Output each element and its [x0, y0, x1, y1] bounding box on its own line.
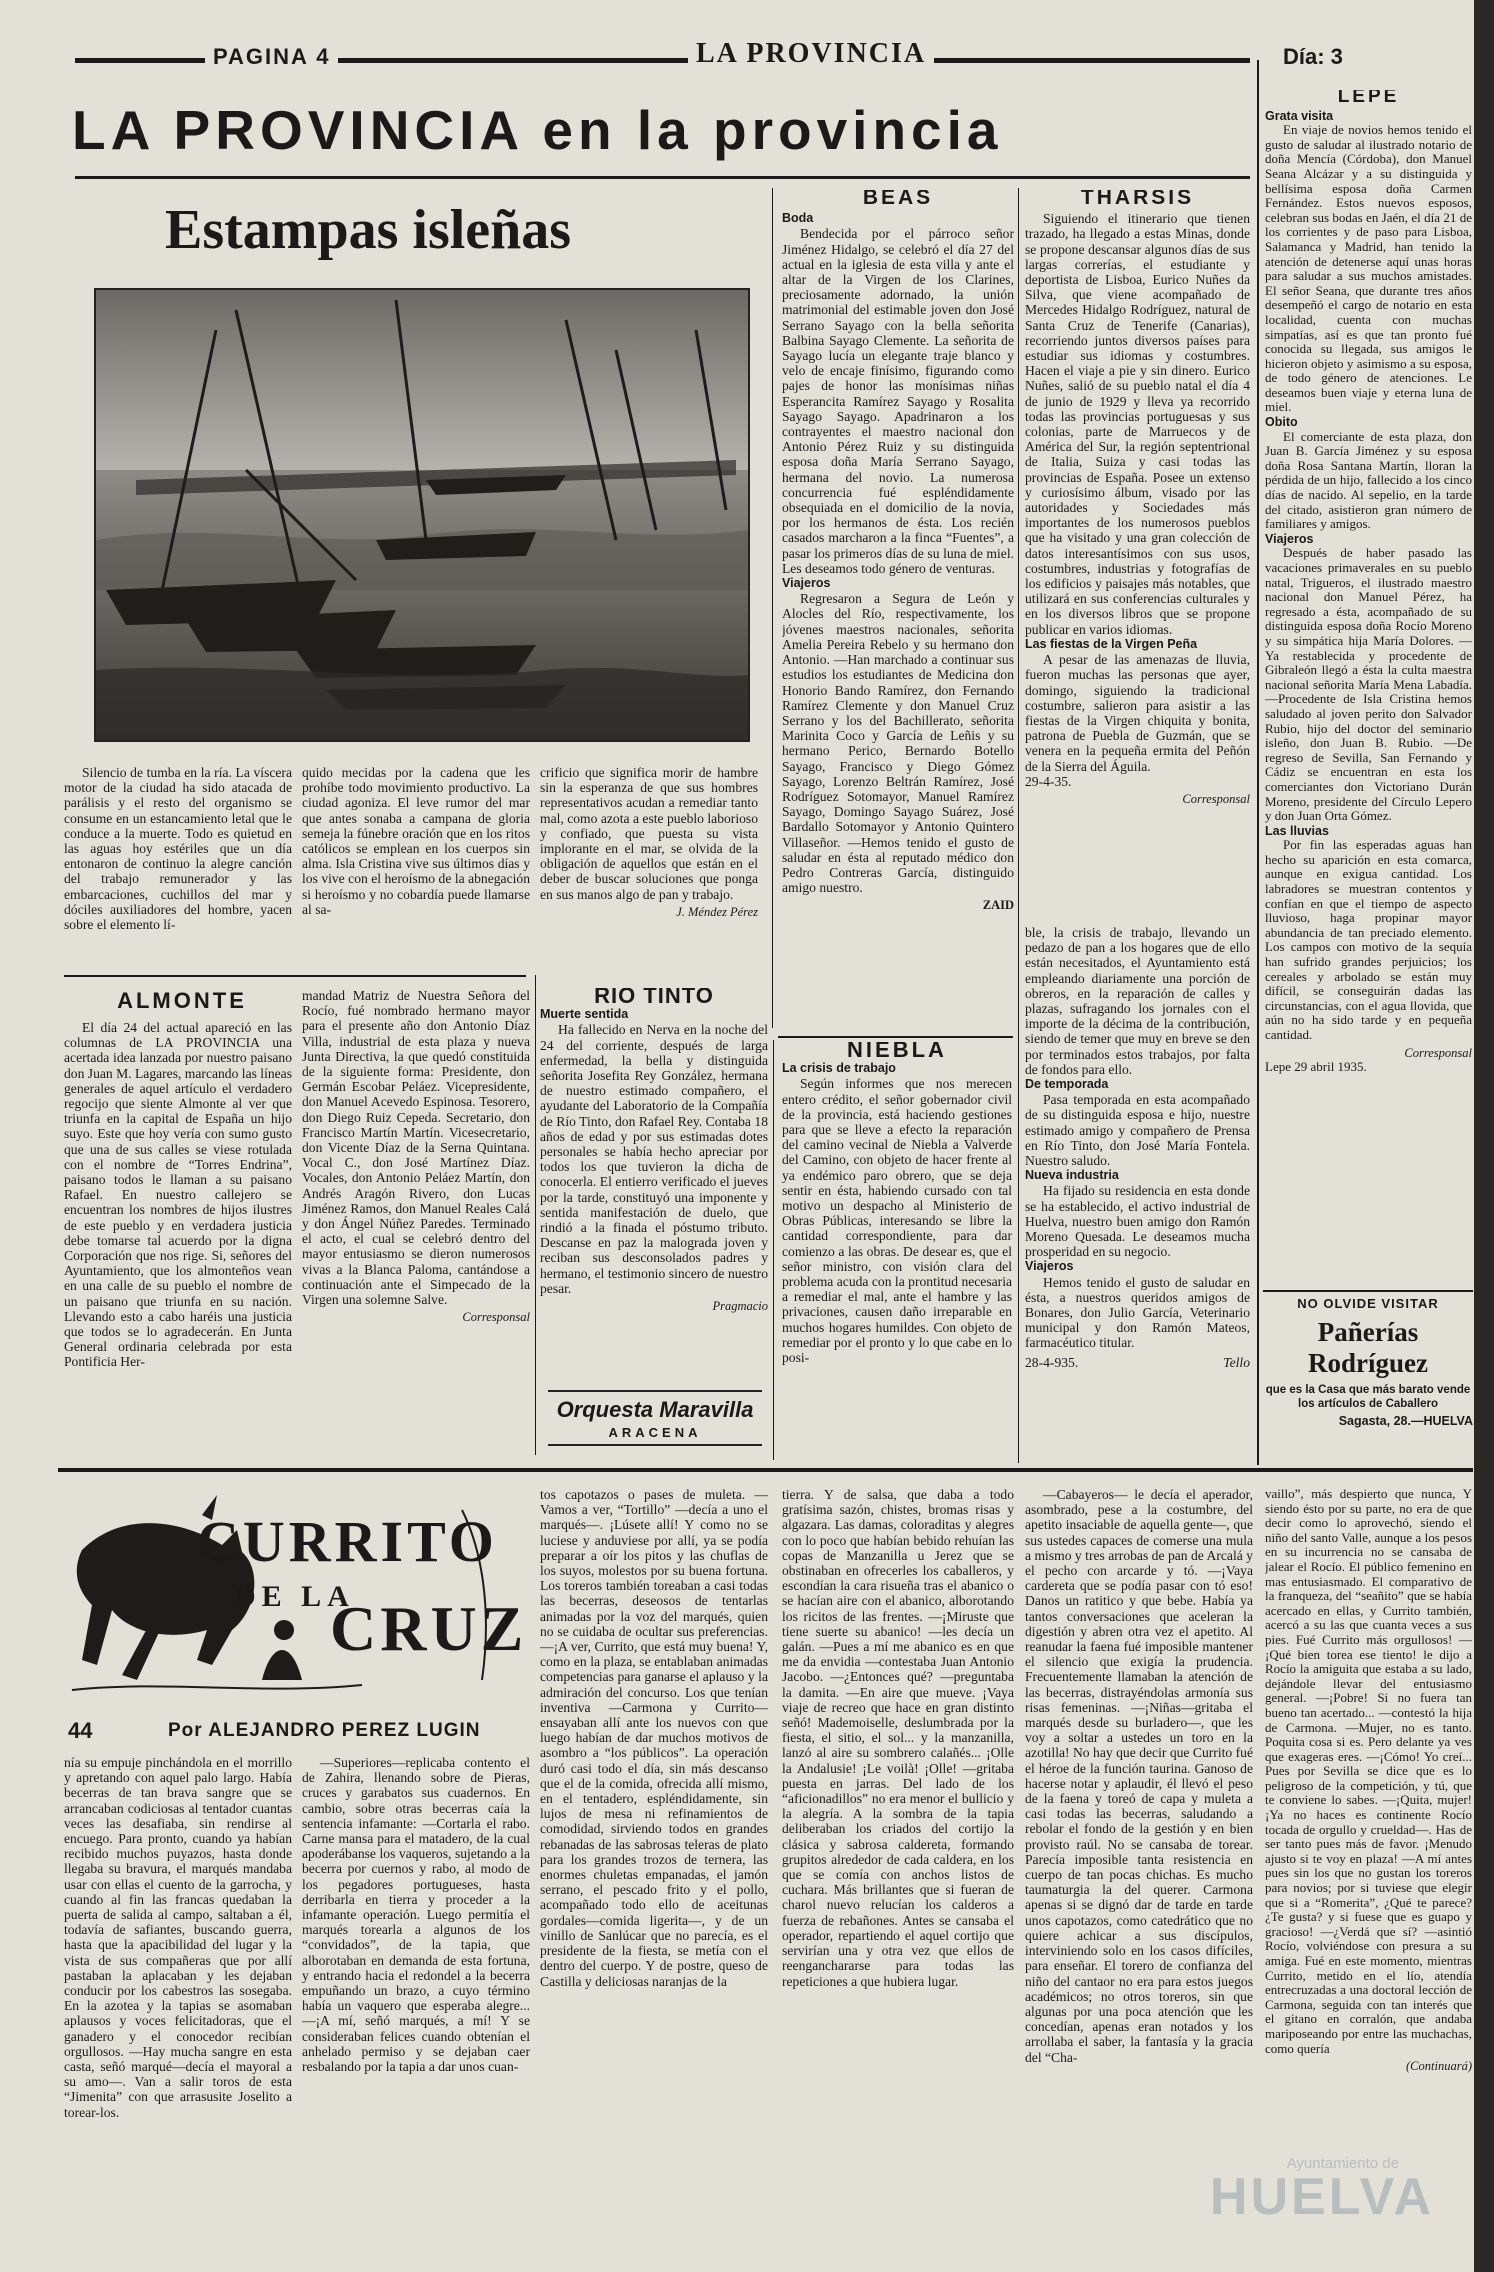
lepe-sub-viajeros: Viajeros	[1265, 531, 1314, 546]
tharsis-text-2: A pesar de las amenazas de lluvia, fueron muchas las personas que ayer, domingo, siguiendo la tradicional costumbre, salieron para asistir a las fiestas de la Virgen chiquita y bonita, patrona de Puebla de Guzmán, que se venera en la pequeña ermita del Peñón de la Sierra del Águila.	[1025, 652, 1250, 774]
tharsis-left-rule	[1018, 188, 1019, 1463]
ad-panerias	[1263, 1296, 1473, 1428]
lepe-sub-visita: Grata visita	[1265, 108, 1334, 123]
beas-sub-viajeros: Viajeros	[782, 576, 831, 591]
lepe-text-obito: El comerciante de esta plaza, don Juan B. García Jiménez y su esposa doña Rosa Santana Martín, lloran la pérdida de un hijo, fallecido a los cinco días de nacido. Al sepelio, en la tarde del citado, asistieron gran número de familiares y amigos.	[1265, 428, 1472, 532]
estampas-text-2: quido mecidas por la cadena que les prohíbe todo movimiento productivo. La ciudad agoniza. El leve rumor del mar que antes sonaba a campana de gloria semeja la fúnebre oración que en los ritos católicos se emplean en los cuerpos sin alma. Isla Cristina vive sus últimos días y los vive con el heroísmo de la abnegación si heroísmo y no cobardía puede llamarse al sa-	[302, 765, 530, 917]
lepe-text-viajeros: Después de haber pasado las vacaciones primaverales en su pueblo natal, Trigueros, el ilustrado maestro nacional don Manuel Pérez, ha regresado a ésta, acompañado de su distinguida esposa doña Rocío Moreno y su simpática hija María Dolores. —Ya restablecida y procedente de Gibraleón llegó a ésta la culta maestra nacional señorita María Mena Labadía. —Procedente de Isla Cristina hemos saludado al joven perito don Salvador Rubio, hijo del doctor del seminario isleño, don Juan B. Rubio. —De regreso de Sevilla, San Fernando y Cádiz se encuentran en esta los comerciantes don Victoriano Durán Moreno, presidente del Círculo Lepero y don Juan Orta Gómez.	[1265, 545, 1472, 824]
lepe-column-rule	[1257, 60, 1259, 1465]
niebla-text-2: ble, la crisis de trabajo, llevando un pedazo de pan a los hogares que de ello están necesitados, el Ayuntamiento está empleando diariamente una porción de obreros, en la reparación de calles y plazas, sufragando los jornales con el importe de la décima de la contribución, siendo de temer que muy en breve se den por terminados estos trabajos, por falta de fondos para ello.	[1025, 925, 1250, 1077]
almonte-column-2	[302, 988, 530, 1438]
tharsis-text-1: Siguiendo el itinerario que tienen trazado, ha llegado a estas Minas, donde se propone descansar algunos días de sus largas correrías, el estudiante y deportista de Lisboa, Eurico Nuñes da Silva, que viene acompañado de Mercedes Hidalgo Rodríguez, natural de Santa Cruz de Tenerife (Canarias), recorriendo juntos diversos países para estudiar sus idiomas y costumbres. Hacen el viaje a pie y sin dinero. Eurico Nuñes, salió de su pueblo natal el día 4 de junio de 1929 y lleva ya recorrido todas las provincias portuguesas y sus colonias, parte de Marruecos y de América del Sur, la región septentrional de Italia, Suiza y casi todas las provincias de España. Posee un extenso y curiosísimo álbum, visado por las autoridades y Sociedades más importantes de los numerosos pueblos que ha visitado y una gran colección de datos interesantísimos con sus usos, costumbres, industrias y fotografías de los edificios y paisajes más notables, que utilizará en sus conferencias culturales y en los diversos libros que se propone publicar en varios idiomas.	[1025, 211, 1250, 637]
almonte-column-1	[64, 1020, 292, 1430]
niebla-sub-industria: Nueva industria	[1025, 1168, 1119, 1183]
estampas-text-1: Silencio de tumba en la ría. La víscera motor de la ciudad ha sido atacada de parálisis y el resto del organismo se consume en un estancamiento letal que le conduce a la muerte. Todo es quietud en las aguas hoy estériles que un día entonaron de continuo la alegre canción del trabajo remunerador y las embarcaciones, cuchillos del mar y dóciles auxiliadores del hombre, yacen sobre el elemento lí-	[64, 765, 292, 933]
beas-text-boda: Bendecida por el párroco señor Jiménez Hidalgo, se celebró el día 27 del actual en la iglesia de esta villa y ante el altar de la Virgen de los Clarines, preciosamente adornado, la unión matrimonial del estimable joven don José Serrano Sayago con la bella señorita Balbina Sayago Clemente. La señorita de Sayago lucía un elegante traje blanco y velo de encaje finísimo, figurando como pajes de honor las monísimas niñas Esperancita Ramírez Sayago y Rosalita Sayago Sayago. Apadrinaron a los contrayentes el maestro nacional don Antonio Pérez Ruiz y su distinguida esposa doña María Serrano Sayago, hermana del novio. La numerosa concurrencia fué espléndidamente obsequiada en el domicilio de la novia, por los hermanos de ésta. Los recién casados marcharon a la finca “Fuentes”, a pasar los primeros días de su luna de miel. Les deseamos todo género de venturas.	[782, 226, 1014, 576]
currito-text-6: vaillo”, más despierto que nunca, Y siendo ésto por su parte, no era de que decir como lo aprovechó, siendo el niño del santo Valle, aunque a los pesos en su incurrencia no se cansaba de jalear el Rocío. El público femenino en mas entusiasmado. El comparativo de la franqueza, del “seañito” que se había acercado en ellas, y Currito también, acercó a su las que cuanta veces a sus pies. Fué Currito más orgullosos! —¡Qué bien torea ese tiento! le dijo a Rocío la amiguita que estaba a su lado, dejándole llevar del entusiasmo general. —¡Pobre! Si no fuera tan bueno tan acertado... —contestó la hija de Carmona. —Mujer, no es tanto. Poquita cosa si es. Pero delante ya ves que exageras eres. —¡Cómo! Yo creí... Pues por Sevilla se dice que es lo peligroso de la competición, y tú, que te conviene lo sabes. —¡Quita, mujer! ¡Ya no haces es continente Rocío tocada de orgullo y crueldad—. Has de ser tanto pues más de favor. ¡Menudo ajusto si te voy en plaza! —A mí antes pues sin los que no gustan los toreros para novios; por si tuviese que elegir que si a “Romerita”, ¿Qué te parece? ¿Te gusta? y si fuese que es guapo y gracioso! —¿Verdá que sí? —asintió Rocío, volviéndose con presura a su amiga. Fué en este momento, mientras Currito, metido en el lío, atendía entrecruzadas a una doctoral lección de Carmona, seguida con tan interés que el gitano en corralón, que andaba mariposeando por entre las muchachas, como quería	[1265, 1487, 1472, 2056]
lepe-text-visita: En viaje de novios hemos tenido el gusto de saludar al ilustrado notario de doña Mencía (Córdoba), don Manuel Seana Alcázar y a su distinguida y bellísima esposa doña Carmen Fernández. Estos nuevos esposos, celebran sus bodas en Jaén, el día 21 de los corrientes y de paso para Lisboa, Salamanca y Madrid, han tenido la atención de detenerse aquí unas horas para saludar a sus muchos amistades. El señor Seana, que durante tres años desempeñó el cargo de notario en esta localidad, cuenta con muchas simpatías, así es que tan pronto fué conocida su llegada, sus amigos le hicieron objeto y asimismo a su esposa, de todo género de atenciones. Le deseamos buen viaje y eterna luna de miel.	[1265, 122, 1472, 415]
niebla-text-4: Ha fijado su residencia en esta donde se ha establecido, el activo industrial de Huelva, nuestro buen amigo don Ramón Moreno Quesada. Le deseamos mucha prosperidad en su negocio.	[1025, 1183, 1250, 1260]
newspaper-name: LA PROVINCIA	[688, 38, 934, 70]
currito-column-4	[782, 1487, 1014, 2217]
beas-title: BEAS	[862, 190, 934, 209]
currito-column-6	[1265, 1487, 1472, 2217]
beas-left-rule	[772, 188, 773, 1028]
currito-chapter: 44	[68, 1718, 93, 1743]
day-label: Día: 3	[1283, 44, 1343, 69]
niebla-text-1: Según informes que nos merecen entero crédito, el señor gobernador civil de la provincia, está haciendo gestiones para que se lleve a efecto la reparación del camino vecinal de Niebla a Valverde del Camino, con objeto de hacer frente al ya endémico paro obrero, que se deja sentir en ésta, habiendo cursado con tal motivo un despacho al Ministerio de Obras Públicas, interesando se libre la cantidad correspondiente, para dar comienzo a las obras. De desear es, que el señor ministro, con visión clara del problema acuda con la prontitud necesaria a remediar el mal, ante el hambre y las privaciones, causen daño irreparable en muchos hogares humildes. Con objeto de remediar por el pronto y lo que cabe en lo posi-	[782, 1076, 1012, 1366]
banner-title: LA PROVINCIA en la provincia	[72, 99, 1003, 161]
ad-panerias-line1: NO OLVIDE VISITAR	[1297, 1296, 1439, 1311]
ad-orquesta	[548, 1390, 762, 1446]
watermark-small: Ayuntamiento de	[1286, 2155, 1399, 2172]
niebla-top-rule	[778, 1036, 1013, 1038]
currito-column-1	[64, 1755, 292, 2215]
lepe-sub-obito: Obito	[1265, 415, 1298, 430]
almonte-text-2: mandad Matriz de Nuestra Señora del Rocío, fué nombrado hermano mayor para el presente año don Antonio Díaz Villa, industrial de esta plaza y nueva Junta Directiva, la que quedó constituida de la siguiente forma: Presidente, don Germán Escobar Peláez. Vicepresidente, don Manuel Acevedo Espinosa. Tesorero, don Diego Ruiz Cepeda. Secretario, don Francisco Martín Martín. Vicesecretario, don Vicente Díaz de la Serna Quintana. Vocal C., don José Martínez Díaz. Vocales, don Antonio Peláez Martín, don Andrés Aragón Rivero, don Lucas Jiménez Ramos, don Manuel Reales Calá y don Ángel Núñez Paredes. Terminado el acto, el cual se celebró dentro del mayor entusiasmo se dieron numerosos vivas a la Blanca Paloma, cantándose a continuación ante el Simpecado de la Virgen una solemne Salve.	[302, 988, 530, 1308]
tharsis-title: THARSIS	[1080, 190, 1195, 209]
niebla-title: NIEBLA	[847, 1042, 947, 1062]
currito-text-3: tos capotazos o pases de muleta. —Vamos a ver, “Tortillo” —decía a uno el marqués—. ¡Lúsete allí! Y como no se luciese y anduviese por allí, ya se podía preparar a oír los pitos y las chuflas de los suyos, molestos por su buena fortuna. Los toreros también toreaban a casi todas las becerras, deseosos de tentarlas animadas por la voz del marqués, quien no se cuidaba de ocultar sus preferencias. —¡A ver, Currito, que está muy buena! Y, como en la plaza, se entablaban animadas competencias para ganarse el aplauso y la admiración del concurso. Los que tenían inventiva —Carmona y Currito— ensayaban allí ante los nuevos con que luego habían de dar muchos motivos de asombro a “los públicos”. La operación duró casi todo el día, sin más descanso que el de la comida, ofrecida allí mismo, en el tentadero, espléndidamente, sin lujos de mesa ni refinamientos de comodidad, sirviendo todos en grandes rebanadas de las sabrosas teleras de plato para los grandes trozos de ternera, las enormes chuletas empanadas, el jamón serrano, el pescado frito y el pollo, acompañado todo ello de aceitunas gordales—comida ligerita—, y de un vinillo de Sanlúcar que no parecía, es el presidente de la fiesta, se metía con el dentro del cuerpo. Y de postre, queso de Castilla y deliciosas naranjas de la	[540, 1487, 768, 1989]
niebla-sub-crisis: La crisis de trabajo	[782, 1061, 896, 1076]
scan-dark-edge	[1474, 0, 1494, 2272]
currito-text-5: —Cabayeros— le decía el aperador, asombrado, pese a la costumbre, del apetito insaciable de aquella gente—, que sus ustedes capaces de comerse una mula a mismo y tres arrobas de pan de Arcalá y el pecho con arcarde y tó. —¡Vaya cardereta que se podía pasar con tó eso! Danos un ratitico y que bebe. Había ya tantos conversaciones que aceleran la digestión y abren otra vez el apetito. Al reanudar la faena fué imposible mantener el silencio que exigía la prudencia. Frecuentemente llamaban la atención de las becerras, distrayéndolas armonía sus risas femeninas. —¡Niñas—gritaba el marqués desde su burladero—, que les voy a soltar a ustedes un toro en la azotilla! No hay que decir que Currito fué el héroe de la función taurina. Ganoso de hacerse notar y aplaudir, él llevó el peso de la faena y toreó de capa y muleta a casi todas las becerras, saludando a rebolar el fondo de la gestión y en bien provisto raúl. No se cansaba de torear. Parecía imposible tanta resistencia en cuerpo de tan pocas chichas. Es mucho taumaturgia la del querer. Carmona apenas si se dignó dar de tarde en tarde unos capotazos, como catedrático que no quiere achicar a sus discípulos, interviniendo solo en los casos difíciles, para enseñar. El torero de confianza del niño del cantaor no era para estos juegos académicos; no otros toreros, sin que algunas por una poca atención que les concedían, apenas eran notados y los arrollaba el saber, la fantasía y la gracia del “Cha-	[1025, 1487, 1253, 2065]
ad-orquesta-name: Orquesta Maravilla	[556, 1397, 754, 1422]
lepe-column	[1265, 90, 1472, 1290]
lepe-signature: Corresponsal	[1404, 1045, 1472, 1060]
niebla-sub-temporada: De temporada	[1025, 1077, 1109, 1092]
currito-logo-line1: CURRITO	[197, 1509, 498, 1574]
currito-column-2	[302, 1755, 530, 2215]
niebla-left-rule	[773, 1040, 774, 1460]
beas-column	[782, 190, 1014, 1040]
ad-panerias-name: Pañerías Rodríguez	[1308, 1317, 1428, 1378]
riotinto-title: RIO TINTO	[594, 988, 714, 1008]
estampas-text-3: crificio que significa morir de hambre sin la esperanza de que sus hombres representativos acudan a remediar tanto mal, como azota a este pueblo laborioso y confiado, que puesta su vista implorante en el mar, se olvida de la obligación de aquellos que están en el deber de buscar soluciones que ponga en sus manos algo de pan y trabajo.	[540, 765, 758, 902]
lepe-title: LEPE	[1337, 90, 1400, 107]
estampas-title: Estampas isleñas	[165, 199, 572, 261]
lepe-text-lluvias: Por fin las esperadas aguas han hecho su aparición en esta comarca, aunque en exigua cantidad. Los labradores se muestran contentos y confían en que el tiempo de aspecto lluvioso, haga propinar mayor abundancia de tan preciado elemento. Los campos con motivo de la sequía han sufrido grandes perjuicios; los cereales y arbolado se están muy difícil, se conseguirán dadas las circunstancias, con el agua llovida, que aún no ha sido tarde y en pequeña cantidad.	[1265, 837, 1472, 1042]
almonte-top-rule	[64, 975, 526, 977]
harbor-photo	[94, 288, 750, 742]
currito-logo-line2: DE LA	[234, 1580, 355, 1613]
niebla-text-5: Hemos tenido el gusto de saludar en ésta, a nuestros queridos amigos de Bonares, don Julio García, Veterinario municipal y don Ramón Mateos, farmacéutico titular.	[1025, 1274, 1250, 1351]
niebla-text-3: Pasa temporada en esta acompañado de su distinguida esposa e hijo, nuestre estimado amigo y compañero de Prensa en Río Tinto, don José María Fontela. Nuestro saludo.	[1025, 1092, 1250, 1169]
tharsis-date: 29-4-35.	[1025, 773, 1072, 789]
currito-logo-line3: CRUZ	[330, 1593, 528, 1664]
estampas-column-1	[64, 765, 292, 945]
currito-logo	[62, 1490, 527, 1700]
watermark-huelva: HUELVA	[1209, 2168, 1434, 2226]
beas-text-viajeros: Regresaron a Segura de León y Alocles del Río, respectivamente, los jóvenes maestros nacionales, señorita Amelia Pereira Rebelo y su hermano don Antonio. —Han marchado a continuar sus estudios los estudiantes de Medicina don Honorio Bando Ramírez, don Fernando Ramírez Clemente y don Manuel Cruz Serrano y los del Bachillerato, señorita Marinita Coco y García de Leñis y su hermano Perico, Bernardo Botello Sayago, Francisco y Diego Gómez Sayago, Lorenzo Beltrán Ramírez, José Rodríguez Sotomayor, Manuel Ramírez Sayago, Domingo Sayago Suárez, José Bardallo Sotomayor y Antonio Quintero Villaseñor. —Hemos tenido el gusto de saludar en ésta al reputado médico don Pedro Contreras García, distinguido amigo nuestro.	[782, 591, 1014, 896]
ad-orquesta-place: ARACENA	[608, 1425, 702, 1440]
estampas-column-3	[540, 765, 758, 965]
serial-top-rule	[58, 1468, 1473, 1472]
almonte-signature: Corresponsal	[462, 1310, 530, 1325]
niebla-column-2	[1025, 925, 1250, 1460]
tharsis-column	[1025, 190, 1250, 890]
ad-panerias-line3: Sagasta, 28.—HUELVA	[1338, 1414, 1473, 1428]
banner-bottom-rule	[75, 176, 1250, 179]
riotinto-signature: Pragmacio	[712, 1299, 768, 1314]
tharsis-sub-fiestas: Las fiestas de la Virgen Peña	[1025, 636, 1198, 651]
beas-signature: ZAID	[982, 898, 1014, 913]
harbor-boats-image	[96, 290, 748, 740]
niebla-signature: Tello	[1223, 1354, 1250, 1370]
niebla-column-1	[782, 1042, 1012, 1460]
estampas-column-2	[302, 765, 530, 945]
almonte-title: ALMONTE	[117, 988, 247, 1013]
lepe-sub-lluvias: Las lluvias	[1265, 823, 1329, 838]
riotinto-text: Ha fallecido en Nerva en la noche del 24 del corriente, después de larga enfermedad, la bella y distinguida señorita Josefita Rey González, hermana de nuestro estimado compañero, el ayudante del Laboratorio de la Compañía de Río Tinto, don Rafael Rey. Contaba 18 años de edad y por sus estimadas dotes personales se había hecho apreciar por todos los que tuvieron la dicha de conocerla. El entierro verificado el jueves por la tarde, constituyó una imponente y sentida manifestación de duelo, que rindió a la finada el póstumo tributo. Descanse en paz la malograda joven y reciban sus desconsolados padres y hermano, el testimonio sincero de nuestro pesar.	[540, 1022, 768, 1296]
currito-column-5	[1025, 1487, 1253, 2217]
currito-author: Por ALEJANDRO PEREZ LUGIN	[168, 1720, 481, 1741]
estampas-signature: J. Méndez Pérez	[676, 904, 758, 919]
ad-panerias-top-rule	[1263, 1290, 1473, 1292]
riotinto-left-rule	[535, 975, 536, 1455]
niebla-sub-viajeros: Viajeros	[1025, 1259, 1074, 1274]
page-label: PAGINA 4	[205, 44, 338, 70]
currito-column-3	[540, 1487, 768, 2217]
riotinto-sub-muerte: Muerte sentida	[540, 1007, 629, 1022]
currito-text-2: —Superiores—replicaba contento el de Zahira, llenando sobre de Pieras, cruces y garabatos sus cuadernos. En cambio, sobre otras becerras caía la sentencia infamante: —Cortarla el rabo. Carne mansa para el matadero, de la cual apoderábanse los vaqueros, sujetando a la becerra por cuernos y rabo, al modo de los pegadores portugueses, hasta derribarla en tierra y proceder a la infamante operación. Luego permitía el marqués torearla a algunos de los “convidados”, de la tapia, que alborotaban en demanda de esta fortuna, y entrando hacia el redondel a la becerra empuñando un brazo, a cuyo término había un vaquero que esperaba alegre... —¡A mí, señó marqués, a mí! Y se consideraban felices cuando obtenían el anhelado permiso y se dejaban caer resbalando por la tapia a dar unos cuan-	[302, 1755, 530, 2075]
currito-text-1: nía su empuje pinchándola en el morrillo y apretando con aquel palo largo. Había becerras de tan brava sangre que se arrancaban codiciosas al tentador cuantas veces las desafiaba, sin rendirse al encuego. Para pronto, cuando ya habían recibido muchos puyazos, hasta donde llegaba su bravura, el marqués mandaba usar con ellas el cuento de la garrocha, y cuando al fin las francas quedaban la puerta de salida al campo, saltaban a él, todavía de safiantes, buscando guerra, hasta que la apacibilidad del lugar y la vista de sus compañeras que por allí pastaban la aplacaban y les dejaban conducir por los cabestros las sosegaba. En la azotea y la tapias se asomaban aplausos y voces felicitadoras, que el ganadero y el conocedor recibían orgullosos. —Hay mucha sangre en esta casta, señó marqué—decía el mayoral a su amo—. Van a salir toros de esta “Jimenita” con que arrasusite Joselito a torear-los.	[64, 1755, 292, 2120]
niebla-footer	[1025, 1355, 1250, 1370]
beas-sub-boda: Boda	[782, 211, 814, 226]
riotinto-column	[540, 988, 768, 1383]
niebla-date: 28-4-935.	[1025, 1354, 1079, 1370]
ad-panerias-line2: que es la Casa que más barato vende los artículos de Caballero	[1265, 1384, 1471, 1410]
almonte-text-1: El día 24 del actual apareció en las columnas de LA PROVINCIA una acertada idea lanzada por nuestro paisano don Juan M. Lagares, marcando las líneas generales de aquel artículo el verdadero regocijo que siente Almonte al ver que triunfa en la capital de España un hijo suyo. Este que hoy vería con sumo gusto que una de sus calles se viese rotulada con el nombre de “Torres Endrina”, paisano todos le llaman a su paisano Rafael. En nuestro callejero se encuentran los nombres de hijos ilustres de este pueblo y en verdadera justicia debe tomarse tal acuerdo por la digna Corporación que nos rige. Si, señores del Ayuntamiento, que los almonteños vean en una calle de su pueblo el nombre de un paisano que triunfa en su nación. Llevando esto a cabo haréis una justicia que todos se lo agradecerán. En Junta General ordinaria celebrada por esta Pontificia Her-	[64, 1020, 292, 1370]
lepe-date: Lepe 29 abril 1935.	[1265, 1059, 1367, 1075]
currito-continued: (Continuará)	[1406, 2059, 1472, 2074]
tharsis-signature: Corresponsal	[1182, 791, 1250, 806]
currito-text-4: tierra. Y de salsa, que daba a todo gratísima sazón, chistes, bromas risas y algazara. Las damas, coloraditas y alegres con lo poco que habían bebido rehuían las copas de Manzanilla u Jerez que se obstinaban en ofrecerles los caballeros, y escondían la cara risueña tras el abanico o se hacían aire con el abanico, alborotando los ricitos de las frentes. —¡Miruste que tiene suerte su abanico! —les decía un galán. —Pues a mí me abanico es en que me da envidia —contestaba Juan Antonio Jacobo. —¿Entonces qué? —preguntaba la damita. —En aire que mueve. ¡Vaya viaje de recreo que hace en gran distinto señó! Mademoiselle, deslumbrada por la fiesta, el sitio, el sol... y la manzanilla, lanzó al aire su sombrero calañés... ¡Olle la Andalusie! ¡Le voilà! ¡Olle! —gritaba puesta en jarras. Del lado de los “aficionadillos” no era menor el bullicio y la alegría. A la sombra de la tapia deliberaban los criados del cortijo la clásica y sabrosa caldereta, formando grupitos alrededor de cada caldera, en los que se comía con anchos listos de cuchara. Más brillantes que si fueran de charol nuevo relucían los calderos a fuerza de rebañones. Antes se cansaba el operador, repartiendo el aquel cortijo que servirían una y otra vez que ellos de reenganchararse para todas las repeticiones a que hubiera lugar.	[782, 1487, 1014, 1989]
